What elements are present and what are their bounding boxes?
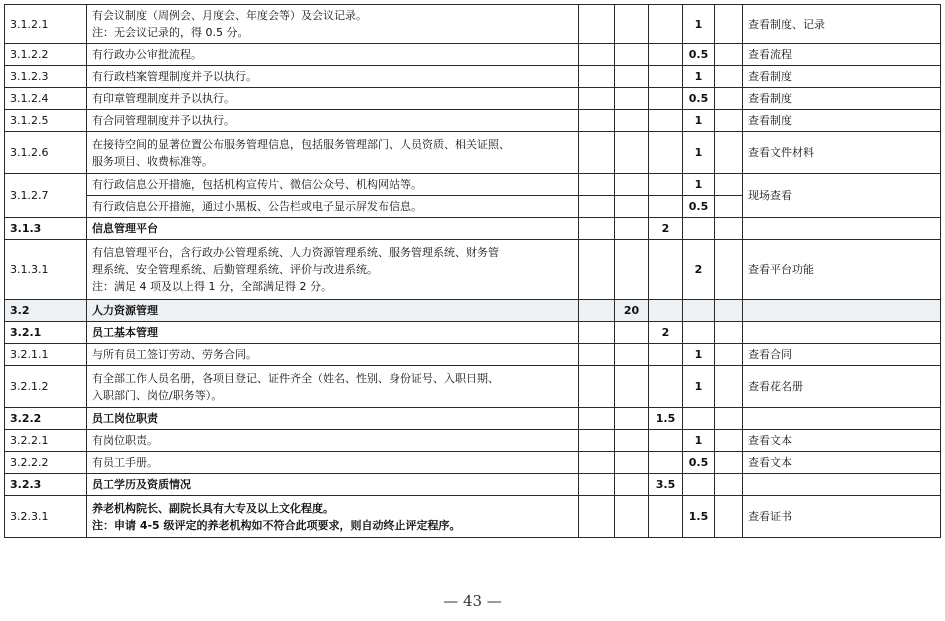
evaluation-method: 查看制度: [743, 66, 941, 88]
table-row: [5, 132, 941, 174]
evaluation-method: 查看证书: [743, 496, 941, 538]
section-score: 1.5: [649, 408, 683, 430]
page-number: — 43 —: [443, 592, 502, 610]
evaluation-table: [4, 4, 941, 538]
evaluation-method: 查看制度: [743, 110, 941, 132]
item-code: 3.1.2.1: [5, 5, 87, 44]
table-row: [5, 88, 941, 110]
chapter-score: 20: [615, 300, 649, 322]
item-code: 3.2.1.1: [5, 344, 87, 366]
section-score: 2: [649, 218, 683, 240]
evaluation-method: 查看文本: [743, 430, 941, 452]
table-row: [5, 366, 941, 408]
item-score: 1: [683, 5, 715, 44]
section-title: 信息管理平台: [87, 218, 579, 240]
table-row: [5, 44, 941, 66]
item-code: 3.1.2.5: [5, 110, 87, 132]
chapter-row: [5, 300, 941, 322]
item-description: 有行政档案管理制度并予以执行。: [87, 66, 579, 88]
table-row: [5, 452, 941, 474]
item-code: 3.2.2.1: [5, 430, 87, 452]
item-description: 有合同管理制度并予以执行。: [87, 110, 579, 132]
item-score: 0.5: [683, 196, 715, 218]
item-code: 3.1.2.4: [5, 88, 87, 110]
item-code: 3.1.2.3: [5, 66, 87, 88]
chapter-title: 人力资源管理: [87, 300, 579, 322]
item-description: 有全部工作人员名册，各项目登记、证件齐全（姓名、性别、身份证号、入职日期、 入职部门、岗位/职务等）。: [87, 366, 579, 408]
item-description: 在接待空间的显著位置公布服务管理信息，包括服务管理部门、人员资质、相关证照、 服务项目、收费标准等。: [87, 132, 579, 174]
item-description: 有印章管理制度并予以执行。: [87, 88, 579, 110]
item-score: 1: [683, 366, 715, 408]
item-description: 有信息管理平台，含行政办公管理系统、人力资源管理系统、服务管理系统、财务管 理系统、安全管理系统、后勤管理系统、评价与改进系统。 注：满足 4 项及以上得 1 分，全部满足得 2 分。: [87, 240, 579, 300]
item-score: 0.5: [683, 88, 715, 110]
item-score: 1.5: [683, 496, 715, 538]
item-description: 有岗位职责。: [87, 430, 579, 452]
section-title: 员工学历及资质情况: [87, 474, 579, 496]
table-row: [5, 5, 941, 44]
item-code: 3.2.1.2: [5, 366, 87, 408]
section-score: 2: [649, 322, 683, 344]
table-row: [5, 496, 941, 538]
evaluation-method: 查看制度、记录: [743, 5, 941, 44]
item-description: 有行政信息公开措施，通过小黑板、公告栏或电子显示屏发布信息。: [87, 196, 579, 218]
section-row: [5, 218, 941, 240]
chapter-code: 3.2: [5, 300, 87, 322]
table-row: [5, 430, 941, 452]
evaluation-method: 查看制度: [743, 88, 941, 110]
item-code: 3.1.3.1: [5, 240, 87, 300]
item-score: 2: [683, 240, 715, 300]
item-score: 1: [683, 132, 715, 174]
section-row: [5, 322, 941, 344]
table-row: [5, 66, 941, 88]
item-description: 有行政办公审批流程。: [87, 44, 579, 66]
evaluation-method: 查看花名册: [743, 366, 941, 408]
table-row: [5, 240, 941, 300]
item-score: 0.5: [683, 452, 715, 474]
section-code: 3.2.1: [5, 322, 87, 344]
item-score: 1: [683, 110, 715, 132]
item-score: 1: [683, 430, 715, 452]
item-description: 养老机构院长、副院长具有大专及以上文化程度。 注：申请 4-5 级评定的养老机构如不符合此项要求，则自动终止评定程序。: [87, 496, 579, 538]
evaluation-method: 查看流程: [743, 44, 941, 66]
item-code: 3.2.2.2: [5, 452, 87, 474]
item-code: 3.1.2.2: [5, 44, 87, 66]
section-row: [5, 408, 941, 430]
section-title: 员工岗位职责: [87, 408, 579, 430]
table-row: [5, 344, 941, 366]
section-code: 3.2.2: [5, 408, 87, 430]
evaluation-method: 查看平台功能: [743, 240, 941, 300]
section-score: 3.5: [649, 474, 683, 496]
evaluation-method: 查看文本: [743, 452, 941, 474]
table-row: [5, 174, 941, 196]
item-code: 3.1.2.6: [5, 132, 87, 174]
section-code: 3.1.3: [5, 218, 87, 240]
item-description: 与所有员工签订劳动、劳务合同。: [87, 344, 579, 366]
item-score: 0.5: [683, 44, 715, 66]
evaluation-method: 查看文件材料: [743, 132, 941, 174]
item-score: 1: [683, 344, 715, 366]
item-score: 1: [683, 174, 715, 196]
item-description: 有行政信息公开措施，包括机构宣传片、微信公众号、机构网站等。: [87, 174, 579, 196]
section-code: 3.2.3: [5, 474, 87, 496]
item-code: 3.1.2.7: [5, 174, 87, 218]
table-row: [5, 110, 941, 132]
evaluation-method: 查看合同: [743, 344, 941, 366]
item-description: 有员工手册。: [87, 452, 579, 474]
item-score: 1: [683, 66, 715, 88]
item-description: 有会议制度（周例会、月度会、年度会等）及会议记录。 注：无会议记录的，得 0.5 分。: [87, 5, 579, 44]
evaluation-method: 现场查看: [743, 174, 941, 218]
section-row: [5, 474, 941, 496]
item-code: 3.2.3.1: [5, 496, 87, 538]
section-title: 员工基本管理: [87, 322, 579, 344]
